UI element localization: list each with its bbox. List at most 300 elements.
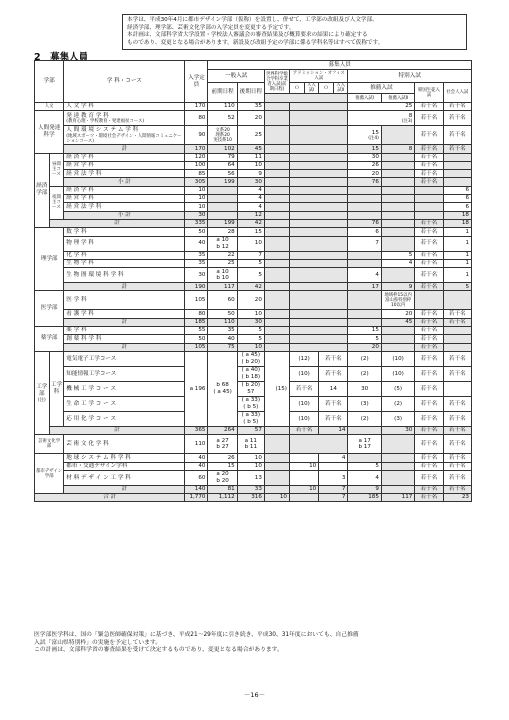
table-row <box>35 327 472 335</box>
value-line: b 17 <box>358 444 371 451</box>
value-cell <box>264 153 289 161</box>
value-cell: 18 <box>443 211 471 219</box>
dept-cell: 創 薬 科 学 科 <box>64 335 185 343</box>
value-line: ( a 33) <box>241 412 261 419</box>
faculty-note: (注) <box>37 397 46 403</box>
value-cell: 185 <box>348 494 381 502</box>
value-cell <box>289 251 348 259</box>
value-cell: 30 <box>185 268 208 283</box>
value-cell: 17 <box>348 283 381 291</box>
footnote-line: この計画は、文部科学省の審査結果を受けて決定するものであり、変更となる場合があります。 <box>34 647 283 654</box>
dept-cell: 化 学 科 <box>64 251 185 259</box>
dept-cell: 薬 学 科 <box>64 327 185 335</box>
footnote-line: 入試「富山県特別枠」の実施を予定しています。 <box>34 639 162 646</box>
table-row <box>35 470 472 485</box>
value-cell: (2) <box>348 366 381 381</box>
value-cell: 若干名 <box>443 318 471 326</box>
value-cell: a 196 <box>185 351 208 426</box>
value-cell: 64 <box>208 161 237 169</box>
value-cell: 40 <box>208 335 237 343</box>
value-cell <box>289 454 318 462</box>
faculty-name: 工学部 <box>36 383 48 397</box>
value-cell: 50 <box>208 310 237 318</box>
value-cell: 35 <box>208 327 237 335</box>
value-cell: 35 <box>185 251 208 259</box>
value-cell: 若干名 <box>289 426 318 434</box>
table-row <box>35 462 472 470</box>
header-ao: アドミッション・オフィス入試 <box>289 70 348 83</box>
value-cell <box>348 195 381 203</box>
value-cell: 57 <box>237 426 264 434</box>
value-cell: 11 <box>237 153 264 161</box>
value-cell: 85 <box>185 170 208 178</box>
table-row <box>35 126 472 145</box>
value-cell <box>348 426 381 434</box>
value-cell <box>381 211 414 219</box>
table-row <box>35 411 472 426</box>
value-cell: 6 <box>443 195 471 203</box>
value-cell <box>381 195 414 203</box>
value-cell <box>289 211 348 219</box>
value-cell: 365 <box>185 426 208 434</box>
value-cell: 若干名 <box>443 351 471 366</box>
value-cell: 若干名 <box>415 396 443 411</box>
value-cell: 23 <box>443 494 471 502</box>
table-row <box>35 343 472 351</box>
value-cell <box>289 283 348 291</box>
header-special: 特別入試 <box>348 70 472 83</box>
header-zenki: 前期日程 <box>208 83 237 103</box>
value-cell <box>237 411 264 426</box>
value-cell <box>289 236 348 251</box>
value-cell <box>264 203 289 211</box>
value-cell: 190 <box>185 283 208 291</box>
value-cell: 30 <box>348 153 381 161</box>
value-cell: 15 <box>348 145 381 153</box>
value-cell <box>381 327 414 335</box>
table-row <box>35 178 472 186</box>
total-label: 合 計 <box>35 494 185 502</box>
value-cell: 若干名 <box>415 494 443 502</box>
value-cell <box>264 327 289 335</box>
value-cell: 40 <box>185 462 208 470</box>
value-cell <box>289 268 348 283</box>
table-row <box>35 291 472 310</box>
value-cell <box>289 195 348 203</box>
value-cell <box>208 351 237 426</box>
value-line: 富山県特別枠10以内 <box>384 297 412 308</box>
value-cell: 105 <box>185 343 208 351</box>
value-cell <box>348 111 415 126</box>
value-cell: 105 <box>185 291 208 310</box>
course-cell: 夜間主コース <box>49 186 64 219</box>
header-faculty: 学部 <box>35 61 64 103</box>
value-line: ( b 20) <box>241 382 261 389</box>
value-cell <box>381 228 414 236</box>
dept-name: 人 間 環 境 シ ス テ ム 学 科 <box>66 127 139 133</box>
value-cell: 25 <box>237 126 264 145</box>
value-cell: 若干名 <box>415 283 443 291</box>
notice-line: 経済学部、理学部、芸術文化学部の入学定員を変更する予定です。 <box>127 24 295 31</box>
header-suisen1: 推薦入試Ⅰ <box>348 94 381 103</box>
value-cell <box>381 343 414 351</box>
value-cell <box>443 161 471 169</box>
dept-cell: 生 物 圏 環 境 科 学 科 <box>64 268 185 283</box>
value-cell <box>289 291 348 310</box>
faculty-cell: 医学部 <box>35 291 64 327</box>
value-cell: 若干名 <box>415 454 443 462</box>
value-cell <box>289 228 348 236</box>
value-cell: 5 <box>348 335 381 343</box>
value-cell: 76 <box>348 178 381 186</box>
value-cell: 4 <box>237 195 264 203</box>
value-cell <box>443 178 471 186</box>
value-cell: 4 <box>381 259 414 267</box>
value-cell: 117 <box>208 283 237 291</box>
value-cell <box>264 186 289 194</box>
value-line: ( b 18) <box>241 373 261 380</box>
value-cell: 若干名 <box>443 366 471 381</box>
header-kouki: 後期日程 <box>237 83 264 103</box>
table-row <box>35 426 472 434</box>
value-cell: 12 <box>237 211 264 219</box>
value-cell: 110 <box>208 318 237 326</box>
value-cell <box>348 186 381 194</box>
value-line: 57 <box>247 388 255 395</box>
course-cell: 昼間主コース <box>49 153 64 186</box>
value-cell <box>443 335 471 343</box>
header-kikoku: 帰国生徒入試 <box>415 83 443 103</box>
table-row <box>35 219 472 227</box>
header-recruit: 募集人員 <box>208 61 472 70</box>
table-row <box>35 211 472 219</box>
value-cell: (15) <box>264 351 289 426</box>
value-cell: (2) <box>348 411 381 426</box>
value-cell: 10 <box>237 343 264 351</box>
value-cell <box>264 211 289 219</box>
value-cell <box>381 161 414 169</box>
value-cell: 若干名 <box>415 335 443 343</box>
dept-name: 発 達 教 育 学 科 <box>66 112 109 119</box>
value-cell: 15 <box>348 327 381 335</box>
value-cell: 30 <box>381 426 414 434</box>
value-cell: 22 <box>208 251 237 259</box>
value-cell <box>264 111 289 126</box>
table-row <box>35 351 472 366</box>
value-cell: 4 <box>237 203 264 211</box>
value-cell: 4 <box>348 470 381 485</box>
value-line: a 17 <box>358 437 371 444</box>
table-row <box>35 318 472 326</box>
table-row <box>35 236 472 251</box>
dept-cell: 材 料 デ ザ イ ン 工 学 科 <box>64 470 185 485</box>
value-line: 実技系10 <box>213 137 232 143</box>
value-cell: 6 <box>443 186 471 194</box>
value-cell: 若干名 <box>443 411 471 426</box>
total-label: 計 <box>64 283 185 291</box>
value-cell <box>264 485 289 493</box>
value-cell: 若干名 <box>415 161 443 169</box>
value-cell: 56 <box>208 170 237 178</box>
dept-cell: 地 球 シ ス テ ム 科 学 科 <box>64 454 185 462</box>
value-cell <box>237 351 264 366</box>
value-cell: 8 <box>381 145 414 153</box>
total-label: 計 <box>64 343 185 351</box>
table-row <box>35 203 472 211</box>
header-dept: 学 科・コース <box>64 61 185 103</box>
value-cell: 若干名 <box>443 126 471 145</box>
dept-cell: 経 済 学 科 <box>64 153 185 161</box>
value-cell: 10 <box>185 186 208 194</box>
value-cell: 10 <box>264 494 289 502</box>
value-cell <box>381 462 414 470</box>
value-cell <box>381 178 414 186</box>
value-cell: 35 <box>185 259 208 267</box>
faculty-cell: 人文 <box>35 103 64 111</box>
value-cell <box>348 318 381 326</box>
value-cell <box>289 145 348 153</box>
value-cell <box>264 195 289 203</box>
dept-cell: 生 命 工 学 コ ー ス <box>64 396 185 411</box>
value-line: a 10 <box>216 268 229 275</box>
value-cell: 35 <box>237 103 264 111</box>
value-line: a 10 <box>216 236 229 243</box>
value-cell: 6 <box>443 203 471 211</box>
value-cell: 50 <box>185 335 208 343</box>
value-cell: 1,112 <box>208 494 237 502</box>
value-cell <box>289 327 348 335</box>
value-cell: 10 <box>237 236 264 251</box>
value-cell: 50 <box>185 228 208 236</box>
value-cell: 20 <box>237 111 264 126</box>
value-cell: 42 <box>237 219 264 227</box>
value-cell <box>289 310 348 318</box>
value-cell <box>443 153 471 161</box>
value-cell: 42 <box>237 283 264 291</box>
value-cell <box>208 236 237 251</box>
value-line: b 11 <box>244 444 258 451</box>
value-cell: 7 <box>348 236 381 251</box>
faculty-cell: 経済学部 <box>35 153 50 228</box>
value-cell: 45 <box>381 318 414 326</box>
header-suisen: 推薦入試 <box>348 83 415 94</box>
value-cell: 10 <box>237 462 264 470</box>
value-cell <box>348 203 381 211</box>
header-ao-a2: Ａ入試Ⅱ <box>333 83 348 94</box>
value-cell <box>289 343 348 351</box>
value-cell: 1 <box>443 259 471 267</box>
dept-cell: 知能情報工学コース <box>64 366 185 381</box>
value-cell: 33 <box>237 485 264 493</box>
header-capacity: 入学定員 <box>185 61 208 103</box>
value-cell <box>381 268 414 283</box>
header-suisen2: 推薦入試Ⅱ <box>381 94 414 103</box>
dept-cell: 経 営 学 科 <box>64 195 185 203</box>
value-cell <box>289 153 348 161</box>
value-cell: 若干名 <box>443 454 471 462</box>
total-label: 計 <box>64 318 185 326</box>
value-note: (注4) <box>368 136 379 142</box>
value-cell: 60 <box>208 291 237 310</box>
value-cell: 若干名 <box>443 396 471 411</box>
value-cell <box>264 426 289 434</box>
table-row <box>35 228 472 236</box>
value-cell <box>208 203 237 211</box>
table-row <box>35 103 472 111</box>
value-line: ( b 20) <box>241 358 261 365</box>
value-cell: 9 <box>348 485 381 493</box>
notice-line: 本計画は、文部科学省大学設置・学校法人審議会の審査結果及び概算要求の結果により確定する <box>127 32 368 39</box>
value-cell <box>264 251 289 259</box>
value-line: b 27 <box>216 444 229 451</box>
value-cell: 若干名 <box>415 381 443 396</box>
value-cell: 30 <box>237 318 264 326</box>
value-cell <box>289 178 348 186</box>
value-cell: 5 <box>237 335 264 343</box>
table-row <box>35 195 472 203</box>
value-cell <box>348 259 381 267</box>
table-row <box>35 310 472 318</box>
recruitment-table <box>34 60 472 502</box>
notice-line: ものであり、変更となる場合があります。新設及び改組予定の学部に係る学科名等はすべて仮称です。 <box>127 39 384 46</box>
table-row <box>35 259 472 267</box>
value-cell <box>381 485 414 493</box>
value-cell: (5) <box>381 381 414 396</box>
value-cell <box>264 310 289 318</box>
value-cell: 20 <box>348 170 381 178</box>
value-cell: 305 <box>185 178 208 186</box>
header-zenkoku: 世界科学総合学科卒業者入試(前期日程) <box>265 71 288 92</box>
value-cell <box>381 236 414 251</box>
dept-cell: 物 理 学 科 <box>64 236 185 251</box>
value-cell: 20 <box>381 310 414 318</box>
value-line: b 68 <box>216 382 229 389</box>
value-main: 15 <box>371 129 379 136</box>
value-line: a 20 <box>216 471 229 478</box>
value-cell <box>289 219 348 227</box>
value-cell: 79 <box>208 153 237 161</box>
table-row <box>35 366 472 381</box>
value-cell <box>264 145 289 153</box>
value-cell: 若干名 <box>443 426 471 434</box>
value-cell: 316 <box>237 494 264 502</box>
course-cell: 工学科 <box>49 351 64 426</box>
page-number: －16－ <box>243 691 266 699</box>
table-row <box>35 251 472 259</box>
dept-cell: 経 済 学 科 <box>64 186 185 194</box>
header-shakaijin: 社会人入試 <box>443 83 471 103</box>
faculty-cell: 薬学部 <box>35 327 64 352</box>
value-cell: 若干名 <box>415 145 443 153</box>
value-cell <box>381 186 414 194</box>
value-cell: 若干名 <box>415 318 443 326</box>
header-ao-a1: Ａ入試Ⅰ <box>304 83 319 94</box>
value-cell: 40 <box>185 236 208 251</box>
value-cell: 199 <box>208 219 237 227</box>
table-row <box>35 435 472 454</box>
value-cell: 15 <box>208 462 237 470</box>
value-cell: 1 <box>443 236 471 251</box>
value-cell: 若干名 <box>415 411 443 426</box>
value-cell <box>264 343 289 351</box>
value-cell: 30 <box>348 381 381 396</box>
total-label: 計 <box>64 485 185 493</box>
value-cell: 10 <box>237 310 264 318</box>
value-cell: 80 <box>185 310 208 318</box>
value-cell <box>415 291 443 310</box>
value-cell: 9 <box>381 283 414 291</box>
value-cell: 170 <box>185 145 208 153</box>
value-cell <box>348 454 381 462</box>
value-cell: 4 <box>237 186 264 194</box>
value-cell: 335 <box>185 219 208 227</box>
value-cell <box>264 470 289 485</box>
value-cell <box>289 203 348 211</box>
value-line: ( a 45) <box>241 352 261 359</box>
value-cell: (10) <box>381 351 414 366</box>
value-cell: 14 <box>319 381 348 396</box>
value-cell <box>264 318 289 326</box>
value-cell: 264 <box>208 426 237 434</box>
value-cell <box>289 318 348 326</box>
value-cell: 117 <box>381 494 414 502</box>
value-cell: 若干名 <box>415 351 443 366</box>
value-cell: 1,770 <box>185 494 208 502</box>
value-cell <box>289 259 348 267</box>
table-row <box>35 111 472 126</box>
value-cell: (10) <box>289 411 318 426</box>
value-cell: 55 <box>185 327 208 335</box>
value-cell: 若干名 <box>415 485 443 493</box>
value-cell <box>208 268 237 283</box>
table-row <box>35 170 472 178</box>
value-cell <box>264 228 289 236</box>
value-cell <box>237 366 264 381</box>
footnote <box>34 632 474 655</box>
value-cell <box>208 470 237 485</box>
table-row <box>35 268 472 283</box>
value-line: ( b 5) <box>243 403 259 410</box>
value-cell <box>348 435 381 454</box>
value-cell <box>264 454 289 462</box>
value-cell: (3) <box>381 411 414 426</box>
dept-cell: 経 営 学 科 <box>64 161 185 169</box>
dept-cell: 経 営 法 学 科 <box>64 170 185 178</box>
value-cell: 25 <box>348 103 415 111</box>
dept-cell: 芸 術 文 化 学 科 <box>64 435 185 454</box>
value-cell <box>264 259 289 267</box>
dept-cell: 機 械 工 学 コ ー ス <box>64 381 185 396</box>
value-line: a 27 <box>216 437 229 444</box>
value-cell: 若干名 <box>415 366 443 381</box>
value-cell <box>289 161 348 169</box>
value-cell: 若干名 <box>415 153 443 161</box>
faculty-cell: 人間発達科学 <box>35 111 64 153</box>
value-cell: (12) <box>289 351 318 366</box>
value-cell: 14 <box>319 426 348 434</box>
value-cell <box>348 126 381 145</box>
value-cell <box>264 291 289 310</box>
value-cell: 若干名 <box>443 470 471 485</box>
value-cell: 若干名 <box>415 228 443 236</box>
value-cell: 若干名 <box>319 411 348 426</box>
value-cell <box>264 236 289 251</box>
value-cell: (2) <box>381 396 414 411</box>
value-cell: 170 <box>185 103 208 111</box>
value-cell <box>443 291 471 310</box>
value-cell: 1 <box>443 268 471 283</box>
header-ao-o1: Ｏ <box>289 83 304 94</box>
